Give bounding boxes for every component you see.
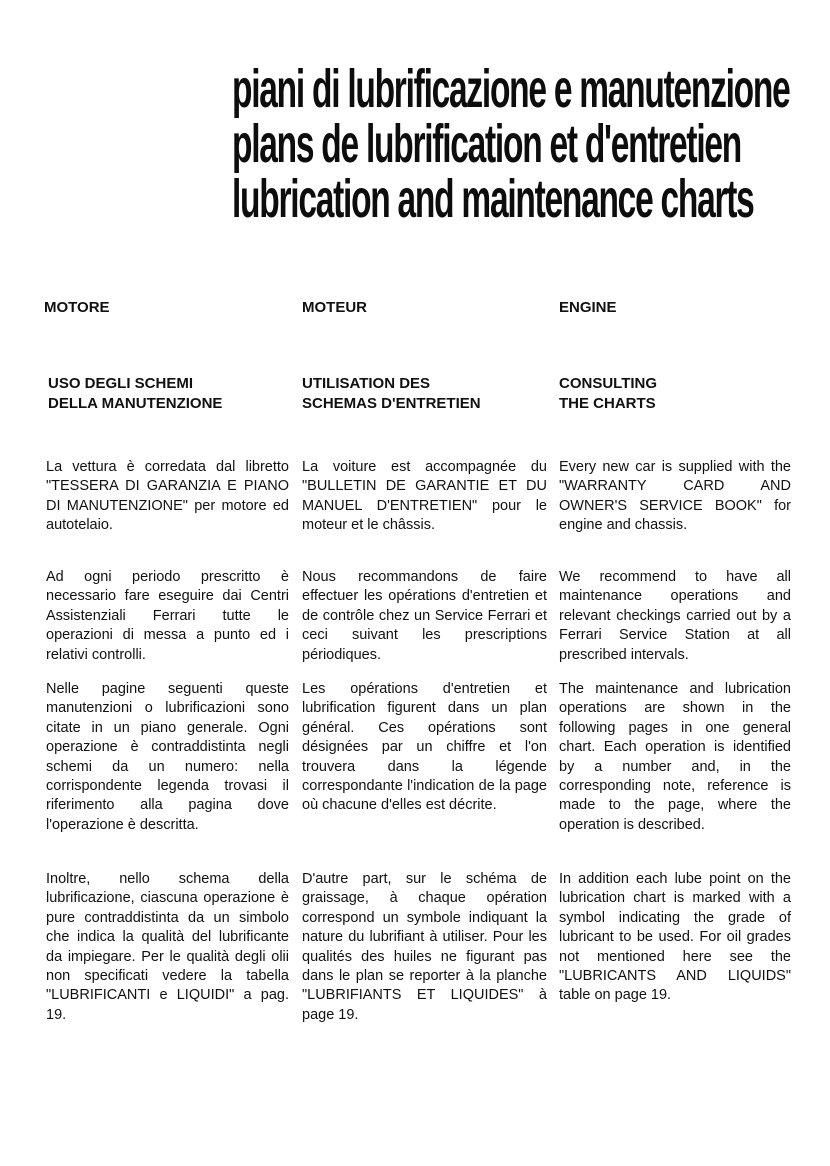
subsection-heading: USO DEGLI SCHEMI DELLA MANUTENZIONE — [48, 375, 223, 412]
section-heading: MOTEUR — [302, 299, 367, 316]
column-italian — [44, 298, 289, 1023]
paragraph: Inoltre, nello schema della lubrificazione, ciascuna operazione è pure contraddistinta da un simbolo che indica la qualità del lubrificante da impiegare. Per le qualità degli olii non specificati vedere la tabella "LUBRIFICANTI e LIQUIDI" a pag. 19. — [46, 871, 289, 1023]
paragraph: D'autre part, sur le schéma de graissage, à chaque opération correspond un symbole indiquant la nature du lubrifiant à utiliser. Pour les qualités des huiles ne figurant pas dans le plan se reporter à la planche "LUBRIFIANTS ET LIQUIDES" à page 19. — [302, 871, 547, 1023]
paragraph: Nous recommandons de faire effectuer les opérations d'entretien et de contrôle chez un Service Ferrari et ceci suivant les prescriptions périodiques. — [302, 569, 547, 663]
section-heading: MOTORE — [44, 299, 110, 316]
paragraph: Les opérations d'entretien et lubrification figurent dans un plan général. Ces opérations sont désignées par un chiffre et l'on trouvera dans la légende correspondante l'indication de la page où chacune d'elles est décrite. — [302, 681, 547, 814]
title-english: lubrication and maintenance charts — [232, 169, 754, 229]
subsection-heading: CONSULTING THE CHARTS — [559, 375, 658, 412]
subsection-heading: UTILISATION DES SCHEMAS D'ENTRETIEN — [302, 375, 481, 412]
page-title-block — [232, 59, 822, 229]
paragraph: Every new car is supplied with the "WARRANTY CARD AND OWNER'S SERVICE BOOK" for engine and chassis. — [559, 459, 791, 534]
paragraph: La voiture est accompagnée du "BULLETIN DE GARANTIE ET DU MANUEL D'ENTRETIEN" pour le moteur et le châssis. — [302, 459, 547, 534]
paragraph: The maintenance and lubrication operations are shown in the following pages in one general chart. Each operation is identified by a number and, in the corresponding note, reference is made to the page, where the operation is described. — [559, 681, 791, 833]
title-french: plans de lubrification et d'entretien — [232, 114, 742, 174]
section-heading: ENGINE — [559, 299, 617, 316]
column-english — [559, 298, 791, 1004]
column-french — [302, 298, 547, 1023]
paragraph: We recommend to have all maintenance operations and relevant checkings carried out by a Ferrari Service Station at all prescribed intervals. — [559, 569, 791, 663]
paragraph: Ad ogni periodo prescritto è necessario fare eseguire dai Centri Assistenziali Ferrari tutte le operazioni di messa a punto ed i relativi controlli. — [46, 569, 289, 663]
paragraph: In addition each lube point on the lubrication chart is marked with a symbol indicating the grade of lubricant to be used. For oil grades not mentioned here see the "LUBRICANTS AND LIQUIDS" table on page 19. — [559, 871, 791, 1004]
paragraph: Nelle pagine seguenti queste manutenzioni o lubrificazioni sono citate in un piano generale. Ogni operazione è contraddistinta negli schemi da un numero: nella corrispondente legenda trovasi il riferimento alla pagina dove l'operazione è descritta. — [46, 681, 289, 833]
title-italian: piani di lubrificazione e manutenzione — [232, 59, 790, 119]
paragraph: La vettura è corredata dal libretto "TESSERA DI GARANZIA E PIANO DI MANUTENZIONE" per motore ed autotelaio. — [46, 459, 289, 534]
